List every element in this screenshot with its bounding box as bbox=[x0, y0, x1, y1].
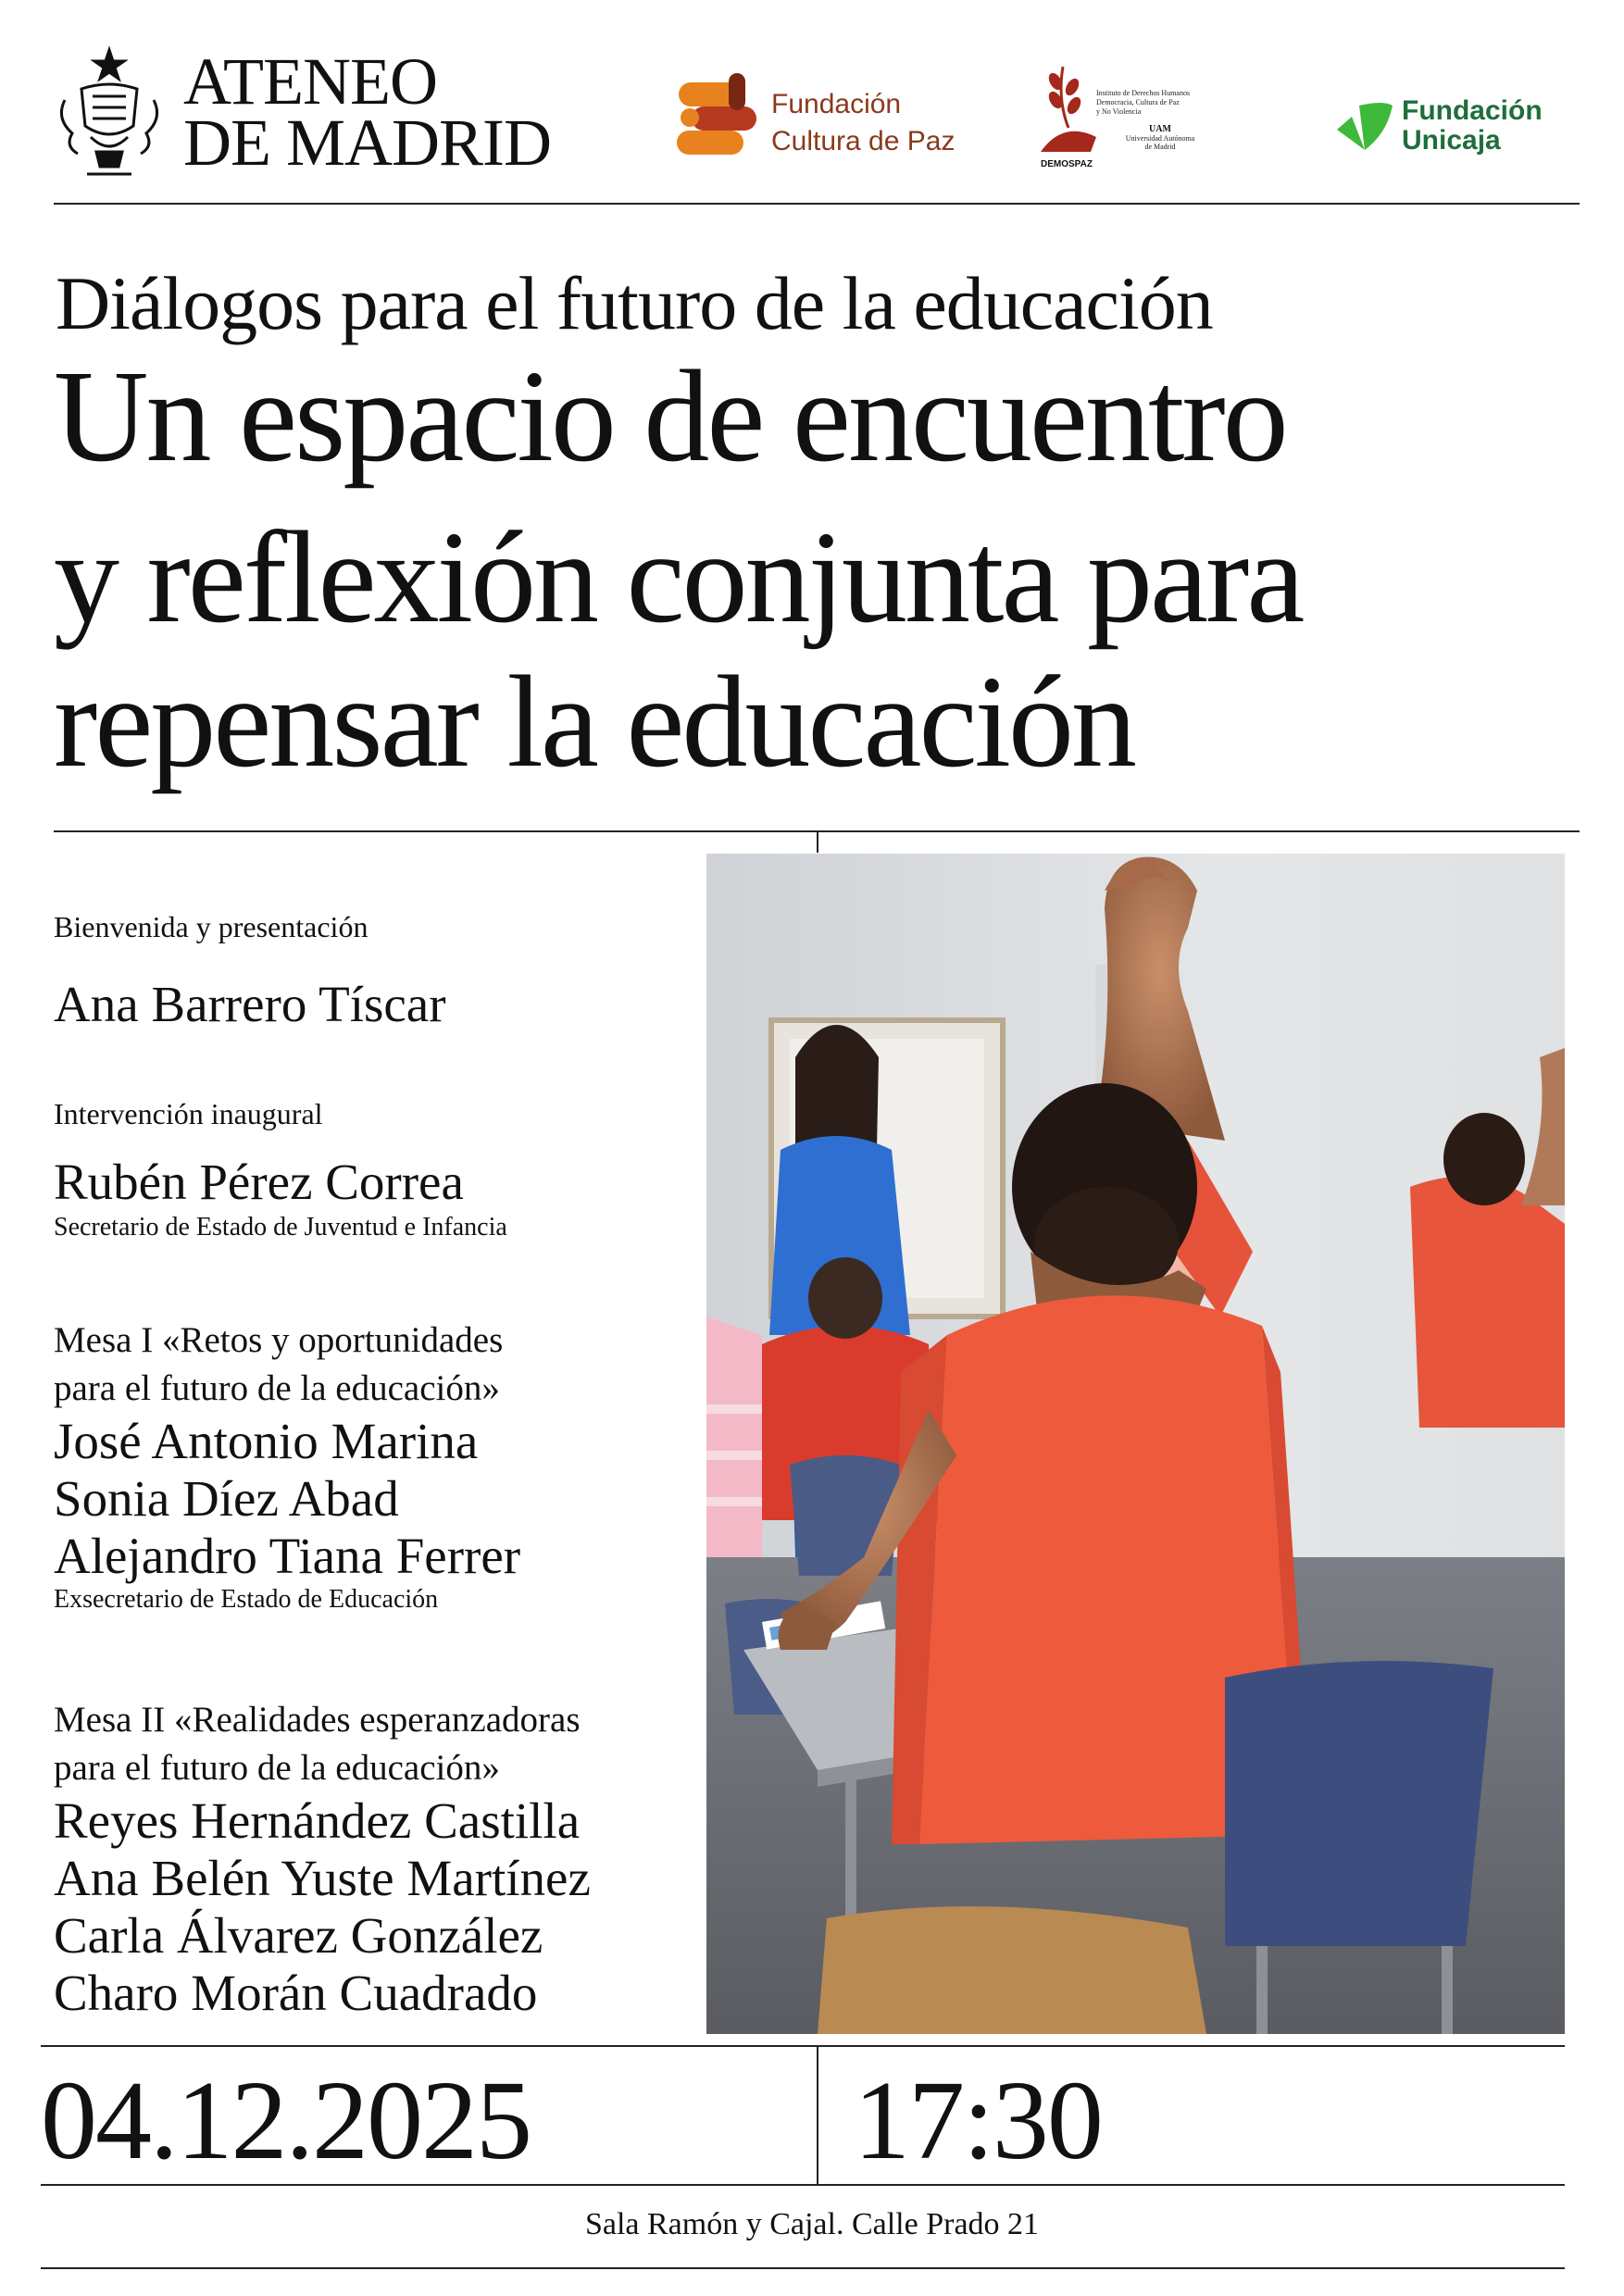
inaugural-speaker: Rubén Pérez Correa bbox=[54, 1154, 464, 1210]
main-title-line3: repensar la educación bbox=[54, 648, 1134, 794]
mesa1-title-line2: para el futuro de la educación» bbox=[54, 1368, 500, 1408]
divider-bottom bbox=[41, 2267, 1565, 2269]
main-title-line1: Un espacio de encuentro bbox=[54, 343, 1286, 489]
welcome-speaker: Ana Barrero Tíscar bbox=[54, 976, 446, 1032]
inaugural-role: Secretario de Estado de Juventud e Infancia bbox=[54, 1213, 507, 1242]
demospaz-institute-line2: Democracia, Cultura de Paz bbox=[1096, 98, 1180, 106]
uam-mark: UAM bbox=[1149, 124, 1171, 134]
divider-date-top bbox=[41, 2045, 1565, 2047]
event-date: 04.12.2025 bbox=[41, 2058, 531, 2183]
fundacion-cultura-de-paz-logo bbox=[673, 69, 979, 171]
ateneo-line1: ATENEO bbox=[183, 44, 437, 119]
classroom-photo-illustration bbox=[706, 854, 1565, 2034]
mesa2-speaker: Reyes Hernández Castilla bbox=[54, 1792, 581, 1849]
demospaz-label: DEMOSPAZ bbox=[1041, 159, 1093, 169]
divider-top bbox=[54, 203, 1580, 205]
cultura-de-paz-line2: Cultura de Paz bbox=[771, 126, 956, 156]
classroom-photo bbox=[706, 854, 1565, 2034]
unicaja-line2: Unicaja bbox=[1402, 125, 1501, 156]
demospaz-logo bbox=[1035, 63, 1211, 179]
mesa1-block bbox=[54, 1316, 720, 1615]
mesa2-block bbox=[54, 1696, 739, 2022]
mesa2-title-line1: Mesa II «Realidades esperanzadoras bbox=[54, 1700, 581, 1740]
event-venue: Sala Ramón y Cajal. Calle Prado 21 bbox=[584, 2207, 1040, 2241]
unicaja-line1: Fundación bbox=[1402, 95, 1543, 126]
divider-date-bottom bbox=[41, 2184, 1565, 2186]
demospaz-institute-line3: y No Violencia bbox=[1096, 107, 1142, 116]
demospaz-olive-branch-icon bbox=[1035, 63, 1100, 156]
mesa1-role: Exsecretario de Estado de Educación bbox=[54, 1585, 439, 1614]
mesa1-speaker: Sonia Díez Abad bbox=[54, 1470, 399, 1527]
main-title bbox=[54, 343, 1609, 794]
mesa1-title-line1: Mesa I «Retos y oportunidades bbox=[54, 1320, 504, 1360]
demospaz-institute-line1: Instituto de Derechos Humanos bbox=[1096, 89, 1191, 97]
mesa2-speaker: Charo Morán Cuadrado bbox=[54, 1965, 538, 2021]
divider-title-tick bbox=[817, 832, 818, 853]
ateneo-line2: DE MADRID bbox=[183, 106, 551, 180]
fundacion-unicaja-logo bbox=[1331, 93, 1581, 167]
ateneo-logo bbox=[54, 44, 609, 183]
cultura-de-paz-hands-icon bbox=[673, 69, 764, 166]
event-time: 17:30 bbox=[854, 2058, 1102, 2183]
uam-line2: de Madrid bbox=[1144, 143, 1176, 151]
divider-date-middle bbox=[817, 2045, 818, 2184]
mesa2-speaker: Ana Belén Yuste Martínez bbox=[54, 1850, 591, 1906]
mesa1-speaker: Alejandro Tiana Ferrer bbox=[54, 1528, 521, 1584]
uam-line1: Universidad Autónoma bbox=[1125, 134, 1195, 143]
ateneo-crest-icon bbox=[54, 44, 165, 181]
inaugural-label: Intervención inaugural bbox=[54, 1097, 323, 1130]
welcome-label: Bienvenida y presentación bbox=[54, 910, 369, 943]
mesa1-speaker: José Antonio Marina bbox=[54, 1413, 479, 1469]
unicaja-leaf-icon bbox=[1331, 96, 1396, 157]
subtitle: Diálogos para el futuro de la educación bbox=[56, 261, 1213, 345]
cultura-de-paz-line1: Fundación bbox=[771, 89, 902, 119]
mesa2-speaker: Carla Álvarez González bbox=[54, 1907, 543, 1964]
main-title-line2: y reflexión conjunta para bbox=[54, 504, 1303, 650]
mesa2-title-line2: para el futuro de la educación» bbox=[54, 1748, 500, 1788]
uam-logo bbox=[1118, 124, 1202, 151]
